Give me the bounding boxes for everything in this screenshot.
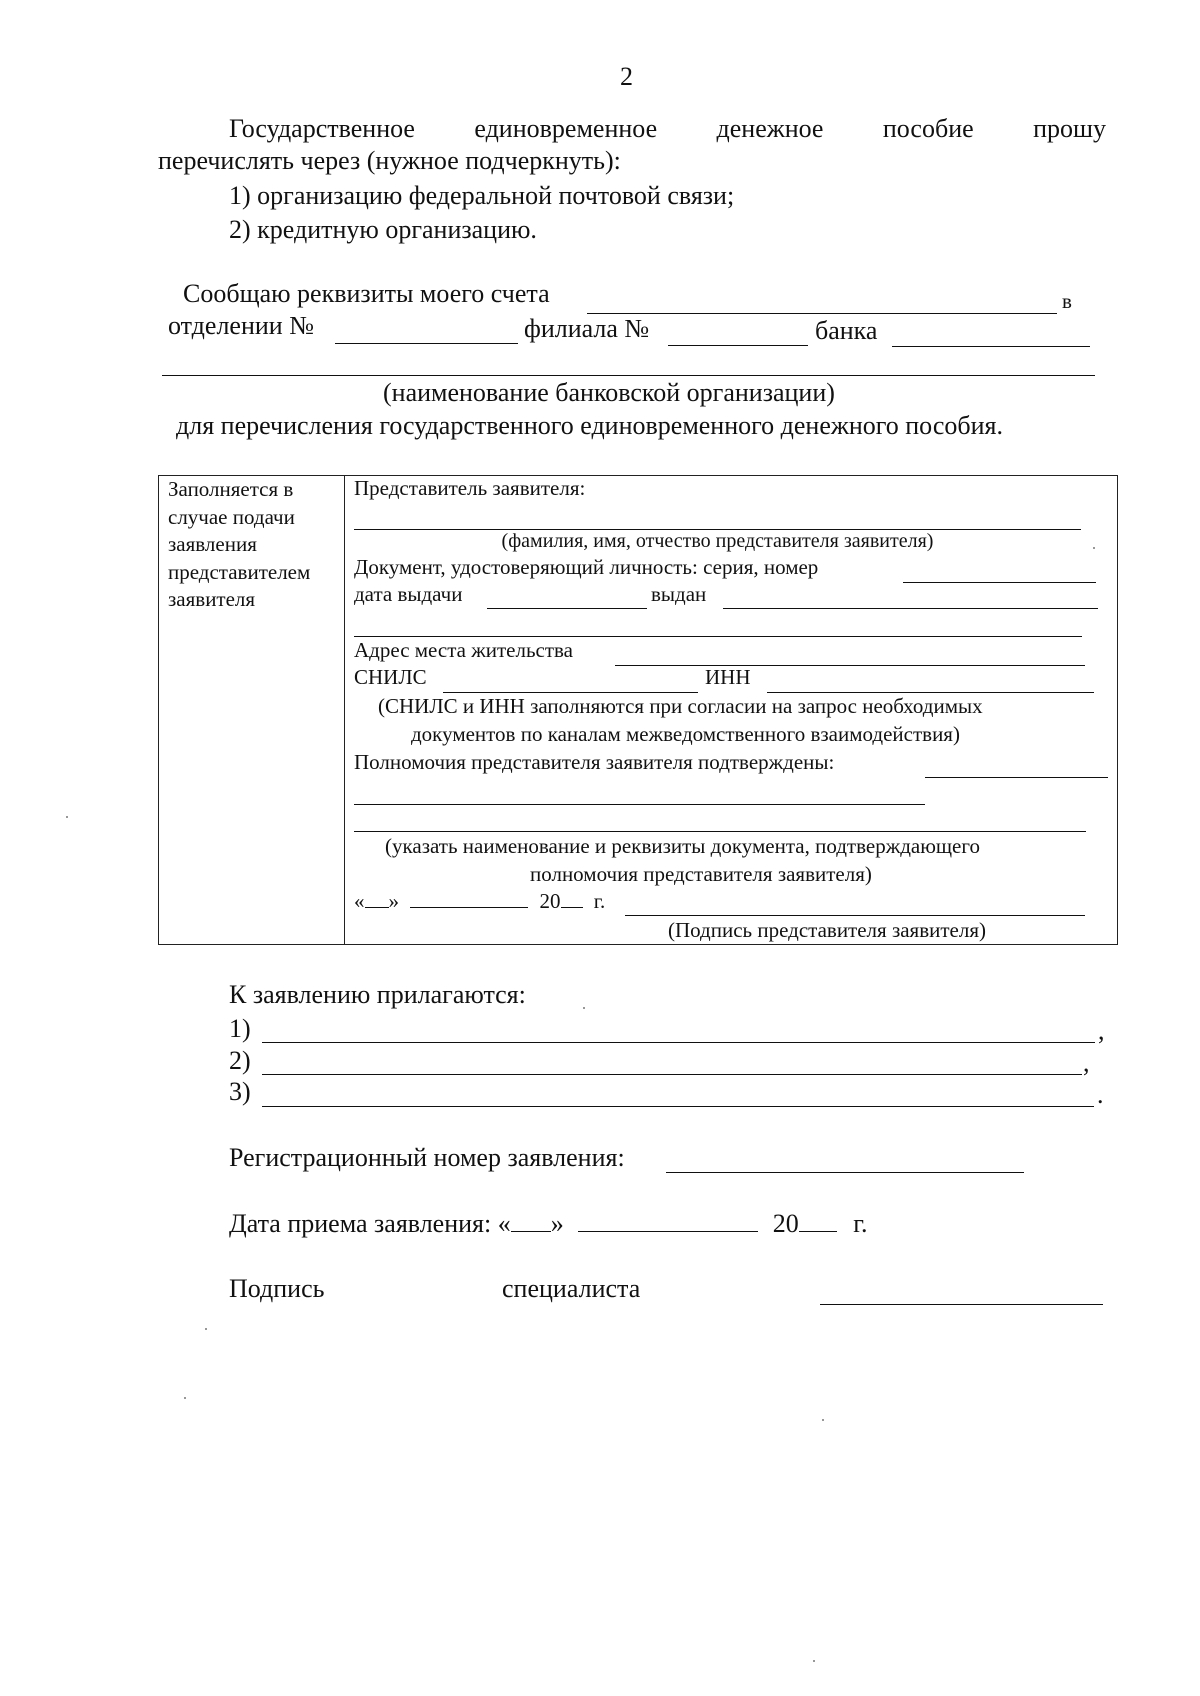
snils-note-line2: документов по каналам межведомственного взаимодействия): [411, 722, 960, 746]
scan-speck: [66, 816, 68, 818]
address-label: Адрес места жительства: [354, 638, 573, 662]
attachment-number: 2): [229, 1046, 251, 1075]
receipt-date-close: »: [550, 1209, 564, 1238]
document-label: Документ, удостоверяющий личность: серия, номер: [354, 555, 819, 579]
representative-signature-caption: (Подпись представителя заявителя): [668, 918, 987, 942]
attachment-end: ,: [1083, 1048, 1090, 1077]
authority-caption-line1: (указать наименование и реквизиты документа, подтверждающего: [385, 834, 980, 858]
document-series-field[interactable]: [903, 582, 1096, 583]
transfer-word: единовременное: [474, 114, 658, 143]
page-number: 2: [620, 62, 633, 91]
left-cell-line: представителем: [168, 559, 311, 584]
scan-speck: [813, 1660, 815, 1662]
issue-date-label: дата выдачи: [354, 582, 463, 606]
authority-field-2[interactable]: [354, 804, 925, 805]
year-suffix: г.: [593, 889, 606, 913]
account-prefix: Сообщаю реквизиты моего счета: [183, 279, 550, 308]
receipt-date-label: Дата приема заявления: «: [229, 1209, 511, 1238]
transfer-word: пособие: [882, 114, 974, 143]
representative-title: Представитель заявителя:: [354, 476, 586, 500]
issued-by-label: выдан: [651, 582, 707, 606]
filial-number-field[interactable]: [668, 345, 808, 346]
snils-label: СНИЛС: [354, 665, 427, 689]
snils-note-line1: (СНИЛС и ИНН заполняются при согласии на запрос необходимых: [378, 694, 983, 718]
branch-label: отделении №: [168, 311, 315, 340]
branch-number-field[interactable]: [335, 343, 518, 344]
representative-box-divider: [344, 475, 345, 945]
registration-number-label: Регистрационный номер заявления:: [229, 1143, 625, 1172]
representative-signature-field[interactable]: [625, 915, 1085, 916]
attachment-number: 1): [229, 1014, 251, 1043]
bank-name-field[interactable]: [162, 375, 1095, 376]
receipt-month-field[interactable]: [578, 1231, 758, 1232]
transfer-line1: [229, 114, 1106, 144]
representative-date-row: [354, 889, 605, 914]
receipt-year-suffix: г.: [853, 1209, 868, 1238]
left-cell-line: Заполняется в: [168, 477, 294, 501]
transfer-word: прошу: [1033, 114, 1106, 143]
receipt-date-row: [229, 1209, 867, 1239]
date-open-quote: «: [354, 889, 365, 913]
issue-date-field[interactable]: [487, 608, 647, 609]
date-close-quote: »: [388, 889, 399, 913]
representative-left-cell: [168, 476, 344, 614]
account-number-field[interactable]: [587, 313, 1057, 314]
attachment-end: .: [1097, 1080, 1104, 1109]
transfer-option-1: 1) организацию федеральной почтовой связи;: [229, 181, 735, 210]
attachments-title: К заявлению прилагаются:: [229, 980, 526, 1009]
bank-name-caption: (наименование банковской организации): [383, 378, 835, 407]
attachment-field-3[interactable]: [262, 1106, 1094, 1107]
account-in-label: в: [1062, 289, 1072, 313]
authority-field-3[interactable]: [354, 831, 1086, 832]
transfer-line2: перечислять через (нужное подчеркнуть):: [158, 146, 621, 175]
snils-field[interactable]: [443, 692, 698, 693]
purpose-text: для перечисления государственного единовременного денежного пособия.: [176, 411, 1003, 440]
specialist-signature-field[interactable]: [820, 1304, 1103, 1305]
receipt-day-field[interactable]: [511, 1231, 551, 1232]
inn-label: ИНН: [705, 665, 751, 689]
issued-by-field-2[interactable]: [354, 636, 1082, 637]
issued-by-field[interactable]: [723, 608, 1098, 609]
authority-caption-line2: полномочия представителя заявителя): [530, 862, 872, 886]
left-cell-line: заявителя: [168, 587, 256, 611]
authority-field[interactable]: [925, 777, 1108, 778]
attachment-field-1[interactable]: [262, 1042, 1095, 1043]
scan-speck: [583, 1007, 585, 1009]
receipt-year-field[interactable]: [799, 1231, 837, 1232]
scan-speck: [184, 1397, 186, 1399]
scan-speck: [205, 1328, 207, 1330]
year-prefix: 20: [539, 889, 561, 913]
transfer-word: денежное: [716, 114, 824, 143]
day-field[interactable]: [365, 907, 389, 908]
inn-field[interactable]: [767, 692, 1094, 693]
attachment-field-2[interactable]: [262, 1074, 1082, 1075]
filial-label: филиала №: [524, 314, 650, 343]
authority-label: Полномочия представителя заявителя подтверждены:: [354, 750, 835, 774]
attachment-number: 3): [229, 1077, 251, 1106]
scan-speck: [1093, 547, 1095, 549]
registration-number-field[interactable]: [666, 1172, 1024, 1173]
scan-speck: [822, 1419, 824, 1421]
specialist-signature-word2: специалиста: [502, 1274, 641, 1303]
transfer-option-2: 2) кредитную организацию.: [229, 215, 537, 244]
representative-name-caption: (фамилия, имя, отчество представителя заявителя): [501, 530, 934, 552]
year-field[interactable]: [561, 907, 583, 908]
attachment-end: ,: [1098, 1016, 1105, 1045]
bank-label: банка: [815, 316, 878, 345]
bank-field[interactable]: [892, 346, 1090, 347]
left-cell-line: заявления: [168, 532, 257, 556]
month-field[interactable]: [410, 907, 528, 908]
left-cell-line: случае подачи: [168, 504, 295, 529]
address-field[interactable]: [615, 665, 1085, 666]
receipt-year-prefix: 20: [772, 1209, 799, 1238]
specialist-signature-word1: Подпись: [229, 1274, 325, 1303]
transfer-word: Государственное: [229, 114, 415, 143]
